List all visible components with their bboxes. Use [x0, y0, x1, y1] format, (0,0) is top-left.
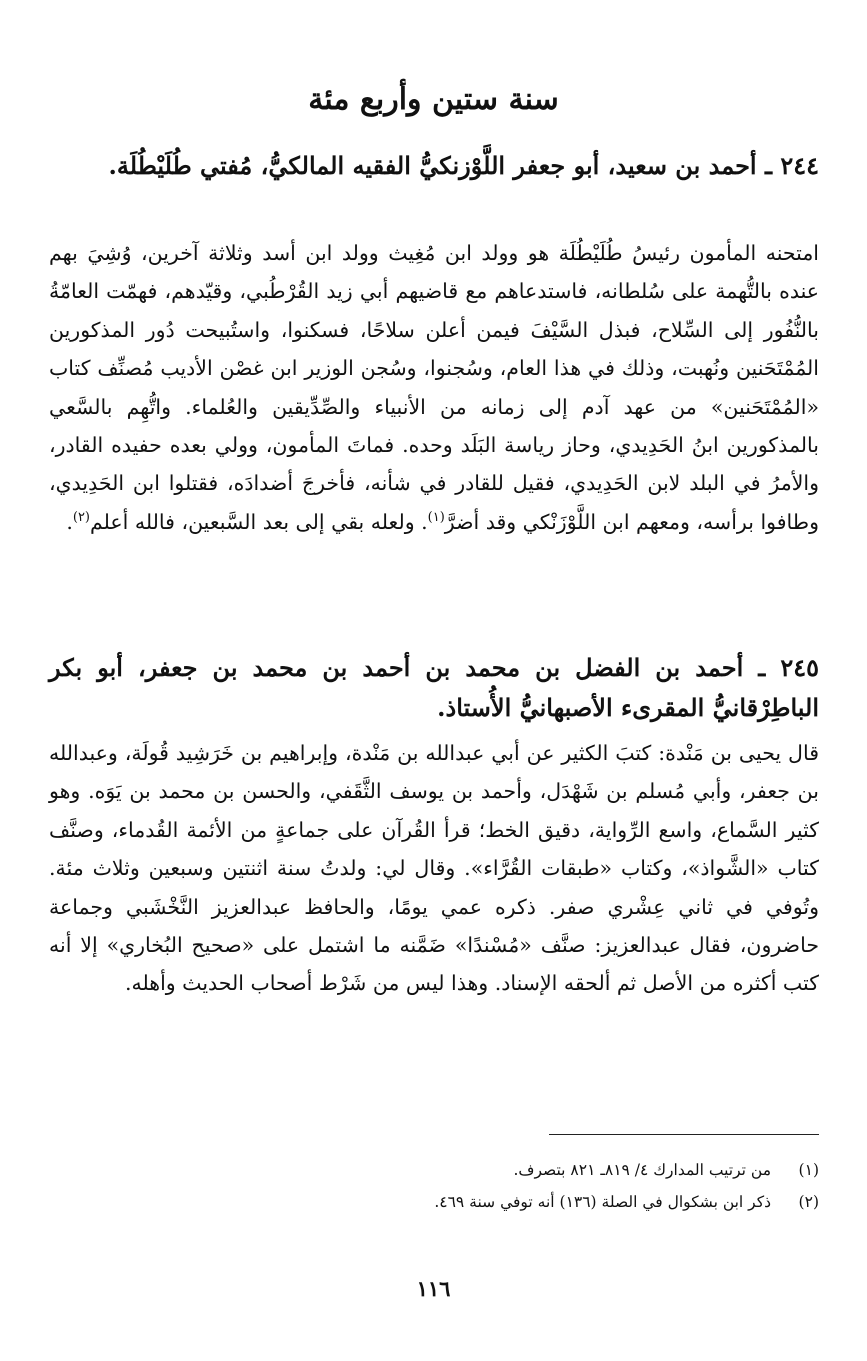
page-title: سنة ستين وأربع مئة [308, 82, 559, 117]
entry-244-text-tail: . ولعله بقي إلى بعد السَّبعين، فالله أعلم [90, 509, 428, 534]
footnote-text: ذكر ابن بشكوال في الصلة (١٣٦) أنه توفي سنة ٤٦٩. [434, 1193, 771, 1211]
entry-245-heading: ٢٤٥ ـ أحمد بن الفضل بن محمد بن أحمد بن محمد بن جعفر، أبو بكر الباطِرْقانيُّ المقرىء الأصبهانيُّ الأُستاذ. [49, 653, 819, 722]
footnote-ref-2[interactable]: (٢) [72, 510, 90, 526]
footnote-item [49, 1154, 819, 1186]
page-number: ١١٦ [416, 1276, 451, 1301]
footnote-number: (٢) [798, 1193, 819, 1211]
entry-244-body [49, 234, 819, 541]
footnote-divider [549, 1134, 819, 1135]
entry-244-text-end: . [66, 509, 73, 534]
entry-244-paragraph [49, 234, 819, 541]
entry-245-paragraph: قال يحيى بن مَنْدة: كتبَ الكثير عن أبي عبدالله بن مَنْدة، وإبراهيم بن خَرَشِيد قُولَة، وعبدالله بن جعفر، وأبي مُسلم بن شَهْدَل، وأحمد بن يوسف الثَّقَفي، والحسن بن محمد بن يَوَه. وهو كثير السَّماع، واسع الرِّواية، دقيق الخط؛ قرأ القُرآن على جماعةٍ من الأئمة القُدماء، وصنَّف كتاب «الشَّواذ»، وكتاب «طبقات القُرَّاء». وقال لي: ولدتُ سنة اثنتين وسبعين وثلاث مئة. وتُوفي في ثاني عِشْري صفر. ذكره عمي يومًا، والحافظ عبدالعزيز النَّخْشَبي وجماعة حاضرون، فقال عبدالعزيز: صنَّف «مُسْندًا» ضَمَّنه ما اشتمل على «صحيح البُخاري» إلا أنه كتب أكثره من الأصل ثم ألحقه الإسناد. وهذا ليس من شَرْط أصحاب الحديث وأهله. [49, 741, 819, 996]
entry-245-body [49, 734, 819, 1003]
footnote-text: من ترتيب المدارك ٤/ ٨١٩ـ ٨٢١ بتصرف. [513, 1161, 771, 1179]
footnote-ref-1[interactable]: (١) [427, 510, 445, 526]
entry-244-heading: ٢٤٤ ـ أحمد بن سعيد، أبو جعفر اللَّوْزنكيُّ الفقيه المالكيُّ، مُفتي طُلَيْطُلَة. [108, 151, 819, 180]
footnote-number: (١) [798, 1161, 819, 1179]
entry-244-text: امتحنه المأمون رئيسُ طُلَيْطُلَة هو وولد ابن مُغِيث وولد ابن أسد وثلاثة آخرين، وُشِيَ بهم عنده بالتُّهمة على سُلطانه، فاستدعاهم مع قاضيهم أبي زيد القُرْطُبي، وقيّدهم، فهمّت العامّةُ بالنُّفُور إلى السِّلاح، فبذل السَّيْفَ فيمن أعلن سلاحًا، فسكنوا، واستُبيحت دُور المذكورين المُمْتَحَنين ونُهبت، وذلك في هذا العام، وسُجنوا، وسُجن الوزير ابن غصْن الأديب مُصنِّف كتاب «المُمْتَحَنين» من عهد آدم إلى زمانه من الأنبياء والصِّدِّيقين والعُلماء. واتُّهِم بالسَّعي بالمذكورين ابنُ الحَدِيدي، وحاز رياسة البَلَد وحده. فماتَ المأمون، وولي بعده حفيده القادر، والأمرُ في البلد لابن الحَدِيدي، فقيل للقادر في شأنه، فأخرجَ أضدادَه، فقتلوا ابن الحَدِيدي، وطافوا برأسه، ومعهم ابن اللَّوْزَنْكي وقد أضرَّ [49, 241, 819, 534]
footnote-item [49, 1186, 819, 1218]
footnotes [49, 1154, 819, 1218]
